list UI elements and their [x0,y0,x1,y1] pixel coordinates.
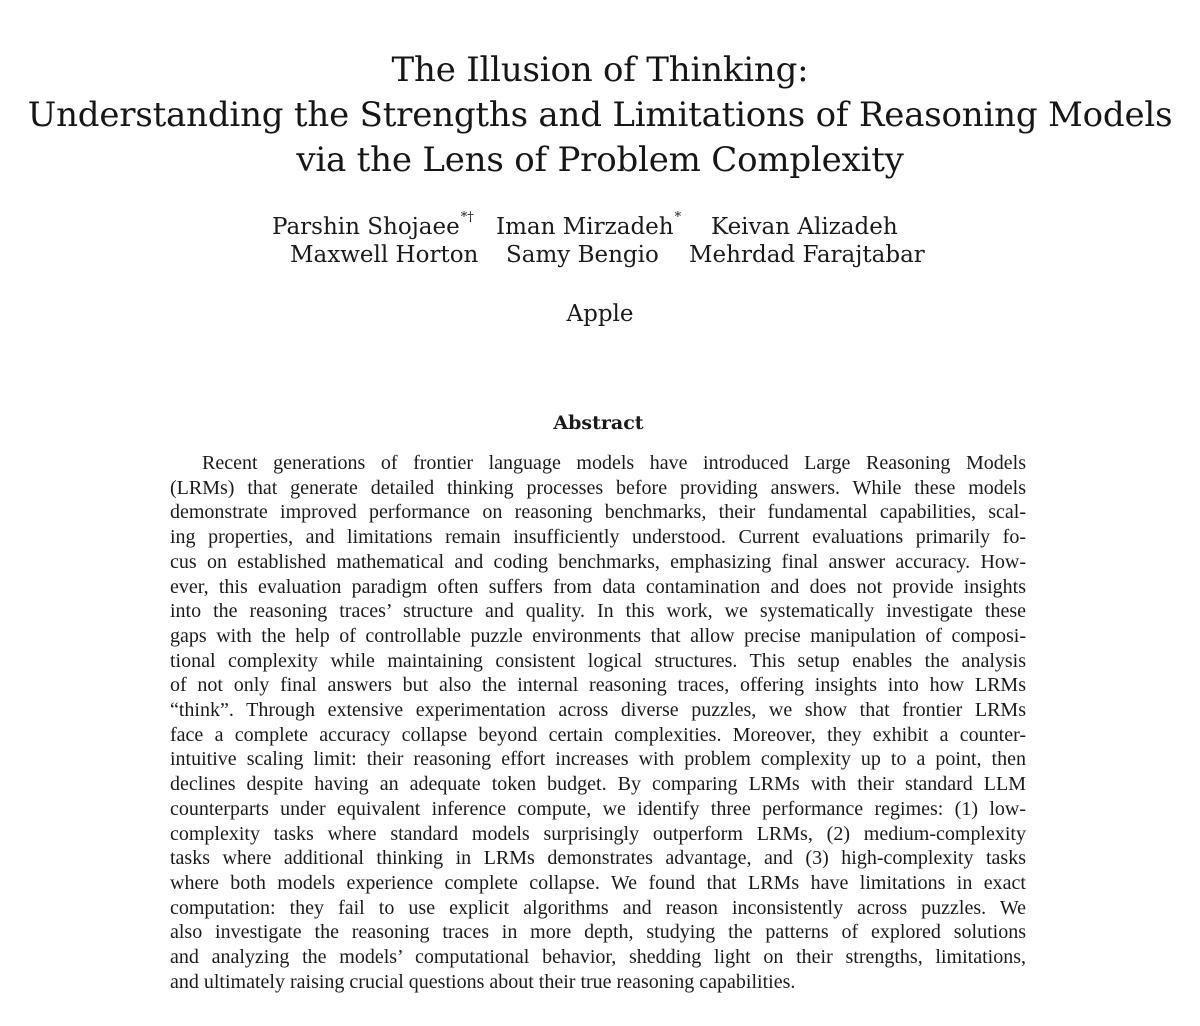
author-name: Keivan Alizadeh [711,214,898,240]
title-line-1: The Illusion of Thinking: [391,50,809,90]
author-name: Parshin Shojaee [272,214,460,240]
author-list [0,210,1200,269]
abstract-line: computation: they fail to use explicit algorithms and reason inconsistently across puzzles. We [170,896,1026,919]
abstract-line: also investigate the reasoning traces in more depth, studying the patterns of explored solutions [170,921,1026,944]
abstract-line: of not only final answers but also the internal reasoning traces, offering insights into how LRMs [170,674,1026,697]
author [272,210,474,241]
affiliation: Apple [566,301,634,327]
author-name: Iman Mirzadeh [496,214,674,240]
abstract-line: into the reasoning traces’ structure and quality. In this work, we systematically investigate these [170,600,1026,623]
abstract-heading: Abstract [553,412,644,434]
abstract-line: Recent generations of frontier language models have introduced Large Reasoning Models [202,452,1026,474]
abstract-line: “think”. Through extensive experimentation across diverse puzzles, we show that frontier LRMs [170,699,1026,722]
abstract-line: where both models experience complete collapse. We found that LRMs have limitations in exact [170,871,1026,894]
title-line-2: Understanding the Strengths and Limitations of Reasoning Models [27,95,1173,135]
abstract-line: gaps with the help of controllable puzzle environments that allow precise manipulation of composi- [170,624,1026,647]
abstract-line: (LRMs) that generate detailed thinking processes before providing answers. While these models [170,476,1026,499]
author-name: Samy Bengio [506,242,659,268]
author-footnote-mark: * [674,210,682,226]
author-footnote-mark: *† [460,210,474,226]
abstract-line: ing properties, and limitations remain insufficiently understood. Current evaluations primarily fo- [170,526,1026,549]
author-name: Maxwell Horton [290,242,479,268]
author-row-2 [0,241,1200,269]
abstract-line: face a complete accuracy collapse beyond certain complexities. Moreover, they exhibit a counter- [170,723,1026,746]
abstract-body [170,451,1026,994]
abstract-line: cus on established mathematical and coding benchmarks, emphasizing final answer accuracy. How- [170,550,1026,573]
author [689,241,925,269]
abstract-line: tional complexity while maintaining consistent logical structures. This setup enables the analysis [170,649,1026,672]
abstract-line: ever, this evaluation paradigm often suffers from data contamination and does not provide insights [170,575,1026,598]
abstract-line: counterparts under equivalent inference compute, we identify three performance regimes: (1) low- [170,797,1026,820]
abstract-line: declines despite having an adequate token budget. By comparing LRMs with their standard LLM [170,773,1026,796]
author [506,241,659,269]
author [290,241,478,269]
abstract-line: complexity tasks where standard models surprisingly outperform LRMs, (2) medium-complexity [170,822,1026,845]
abstract-line: and ultimately raising crucial questions about their true reasoning capabilities. [170,970,796,993]
abstract-line: intuitive scaling limit: their reasoning effort increases with problem complexity up to a point, then [170,748,1026,771]
author [711,213,898,241]
author-name: Mehrdad Farajtabar [689,242,925,268]
title-line-3: via the Lens of Problem Complexity [296,140,904,180]
abstract-line: and analyzing the models’ computational behavior, shedding light on their strengths, limitations, [170,946,1026,969]
abstract-line: demonstrate improved performance on reasoning benchmarks, their fundamental capabilities, scal- [170,501,1026,524]
paper-title [0,48,1200,183]
abstract-line: tasks where additional thinking in LRMs demonstrates advantage, and (3) high-complexity tasks [170,847,1026,870]
author-row-1 [0,210,1200,241]
author [496,210,682,241]
